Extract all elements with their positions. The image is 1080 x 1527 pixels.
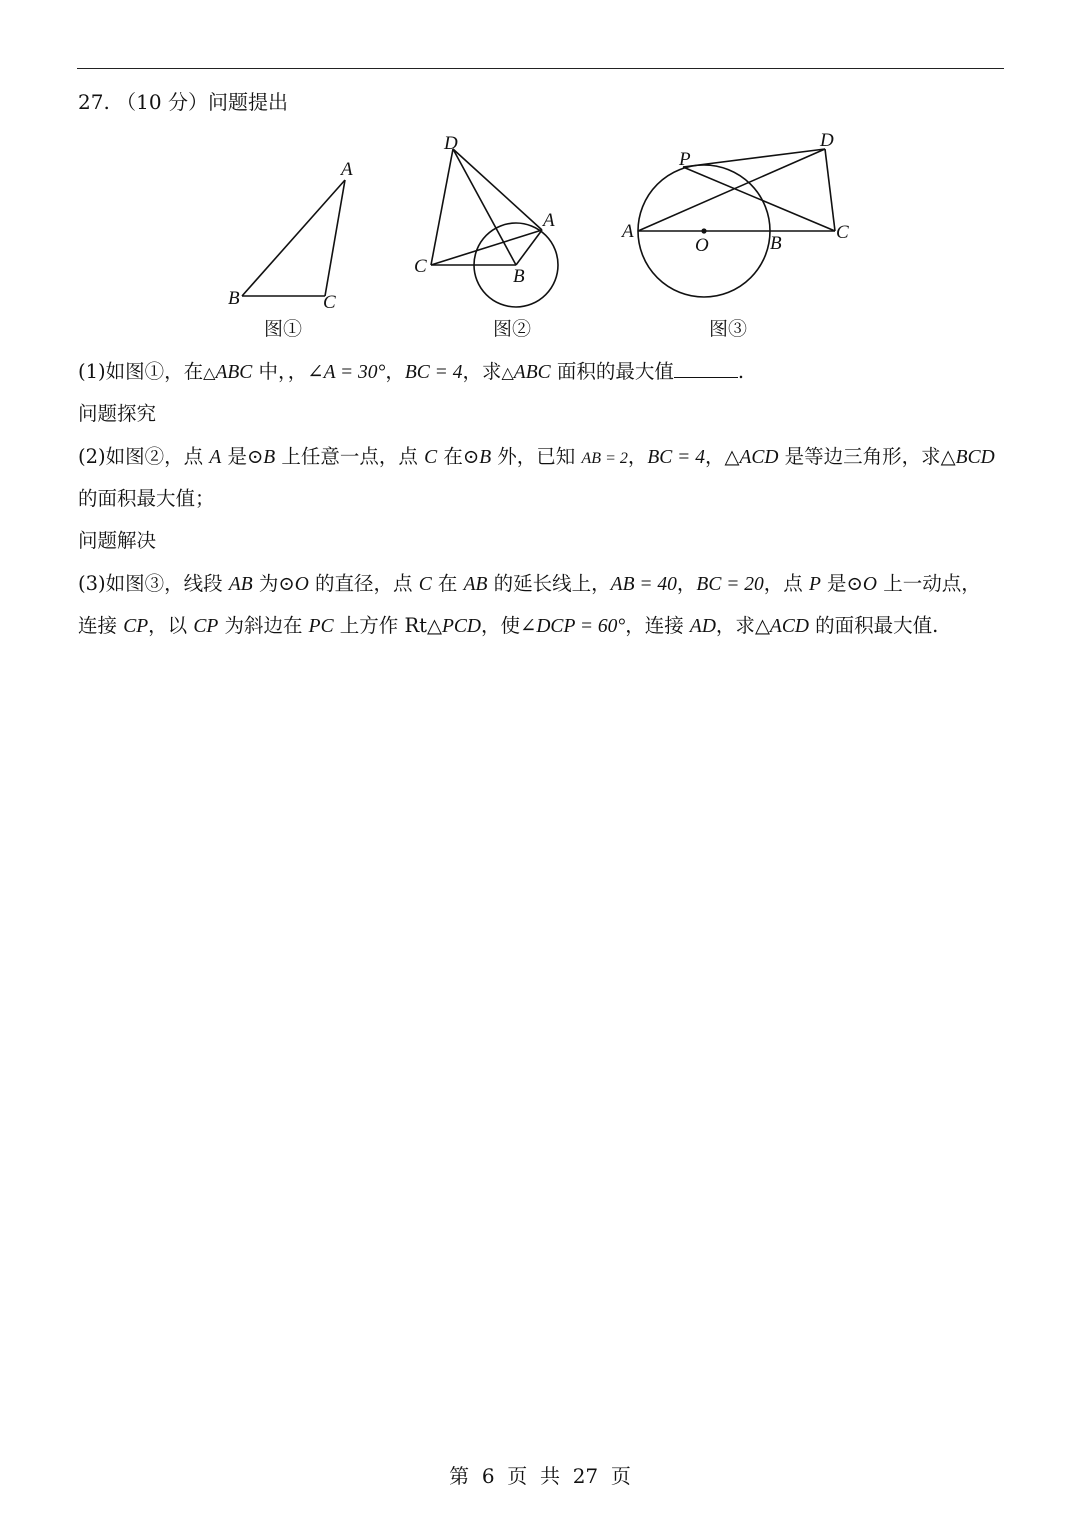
- text: 是等边三角形，求△: [778, 445, 956, 468]
- segment-ac: [325, 180, 345, 296]
- header-rule: [77, 68, 1004, 69]
- text: 的直径，点: [308, 572, 419, 595]
- part-1-text: 面积的最大值: [550, 360, 674, 383]
- label-c: C: [414, 256, 427, 277]
- part-2-line-2: 的面积最大值；: [78, 487, 215, 510]
- label-b: B: [513, 266, 525, 287]
- figure-3-diagram: [615, 125, 865, 315]
- segment-ba: [516, 230, 542, 265]
- figure-2-diagram: [405, 125, 580, 315]
- label-c: C: [323, 292, 336, 313]
- text: ，点: [763, 572, 809, 595]
- length-condition: BC = 20: [696, 574, 764, 595]
- segment-dc: [431, 149, 453, 265]
- label-d: D: [444, 133, 458, 154]
- segment-da: [453, 149, 542, 230]
- text: 上方作 Rt△: [333, 614, 442, 637]
- part-1-text: ，: [287, 360, 308, 383]
- part-3-line-2: [78, 610, 938, 638]
- text: 的延长线上，: [487, 572, 611, 595]
- text: 为⊙: [252, 572, 295, 595]
- triangle-symbol: △: [203, 363, 216, 382]
- length-condition: AB = 40: [610, 574, 677, 595]
- figure-3-caption: 图③: [709, 318, 748, 340]
- var: C: [424, 447, 438, 468]
- text: (3)如图③，线段: [78, 572, 229, 595]
- label-c: C: [836, 222, 849, 243]
- var: O: [862, 574, 877, 595]
- label-b: B: [770, 233, 782, 254]
- angle-condition: ∠A = 30°: [307, 362, 386, 383]
- var: A: [209, 447, 222, 468]
- question-points: （10 分）: [116, 90, 208, 114]
- part-3-line-1: [78, 568, 981, 596]
- label-a: A: [543, 210, 555, 231]
- var: AB: [228, 574, 253, 595]
- triangle-name: ABC: [513, 362, 551, 383]
- part-1-text: ，: [385, 360, 405, 383]
- center-point-o: [701, 228, 706, 233]
- text: 上一动点，: [877, 572, 981, 595]
- var: P: [808, 574, 821, 595]
- part-1-prefix: (1)如图①，在: [78, 360, 204, 383]
- label-a: A: [622, 221, 634, 242]
- length-condition: BC = 4: [404, 362, 463, 383]
- triangle-symbol: △: [501, 363, 514, 382]
- label-d: D: [820, 130, 834, 151]
- text: ，求: [715, 614, 755, 637]
- text: 是⊙: [820, 572, 863, 595]
- section-title-1: 问题提出: [207, 90, 288, 114]
- part-1: [78, 356, 744, 384]
- figure-2: [405, 125, 580, 315]
- segment-pc: [683, 167, 835, 231]
- text: 是⊙: [221, 445, 264, 468]
- label-p: P: [679, 149, 691, 170]
- answer-blank[interactable]: [674, 359, 738, 378]
- text: 为斜边在: [218, 614, 309, 637]
- var: C: [418, 574, 432, 595]
- text: ，使: [481, 614, 521, 637]
- page-footer: 第 6 页 共 27 页: [449, 1464, 631, 1488]
- figure-1-caption: 图①: [264, 318, 303, 340]
- label-o: O: [695, 235, 709, 256]
- text: 外，已知: [491, 445, 582, 468]
- text: ，以: [148, 614, 194, 637]
- text: ，连接: [625, 614, 690, 637]
- part-2-line-1: [78, 441, 995, 469]
- length-condition: AB = 2: [581, 450, 628, 467]
- figure-3: [615, 125, 865, 315]
- var: AD: [689, 616, 716, 637]
- figure-1-diagram: [210, 125, 370, 315]
- text: (2)如图②，点: [78, 445, 210, 468]
- triangle-name: BCD: [955, 447, 995, 468]
- part-1-text: 中，: [252, 360, 288, 383]
- text: 上任意一点，点: [275, 445, 425, 468]
- segment-dc: [825, 149, 835, 231]
- var: AB: [463, 574, 488, 595]
- figure-2-caption: 图②: [493, 318, 532, 340]
- var: O: [294, 574, 309, 595]
- part-1-end: .: [737, 360, 745, 383]
- text: 连接: [78, 614, 124, 637]
- var: B: [479, 447, 492, 468]
- text: ，: [676, 572, 697, 595]
- text: ，: [704, 445, 725, 468]
- triangle-name: △ACD: [724, 447, 779, 468]
- var: CP: [123, 616, 149, 637]
- section-title-3: 问题解决: [78, 529, 157, 552]
- text: 在: [431, 572, 464, 595]
- angle-condition: ∠DCP = 60°: [520, 616, 626, 637]
- text: 的面积最大值.: [808, 614, 939, 637]
- label-b: B: [228, 288, 240, 309]
- triangle-name: △ACD: [754, 616, 809, 637]
- section-title-2: 问题探究: [78, 402, 157, 425]
- var: PCD: [442, 616, 481, 637]
- part-1-text: ，求: [462, 360, 502, 383]
- var: B: [263, 447, 276, 468]
- segment-ab: [242, 180, 345, 296]
- label-a: A: [341, 159, 353, 180]
- text: 在⊙: [437, 445, 480, 468]
- figure-1: [210, 125, 370, 315]
- question-heading: [78, 86, 288, 115]
- var: CP: [193, 616, 219, 637]
- triangle-name: ABC: [215, 362, 253, 383]
- var: PC: [308, 616, 334, 637]
- question-number: 27.: [78, 90, 110, 114]
- text: ，: [627, 445, 648, 468]
- length-condition: BC = 4: [647, 447, 705, 468]
